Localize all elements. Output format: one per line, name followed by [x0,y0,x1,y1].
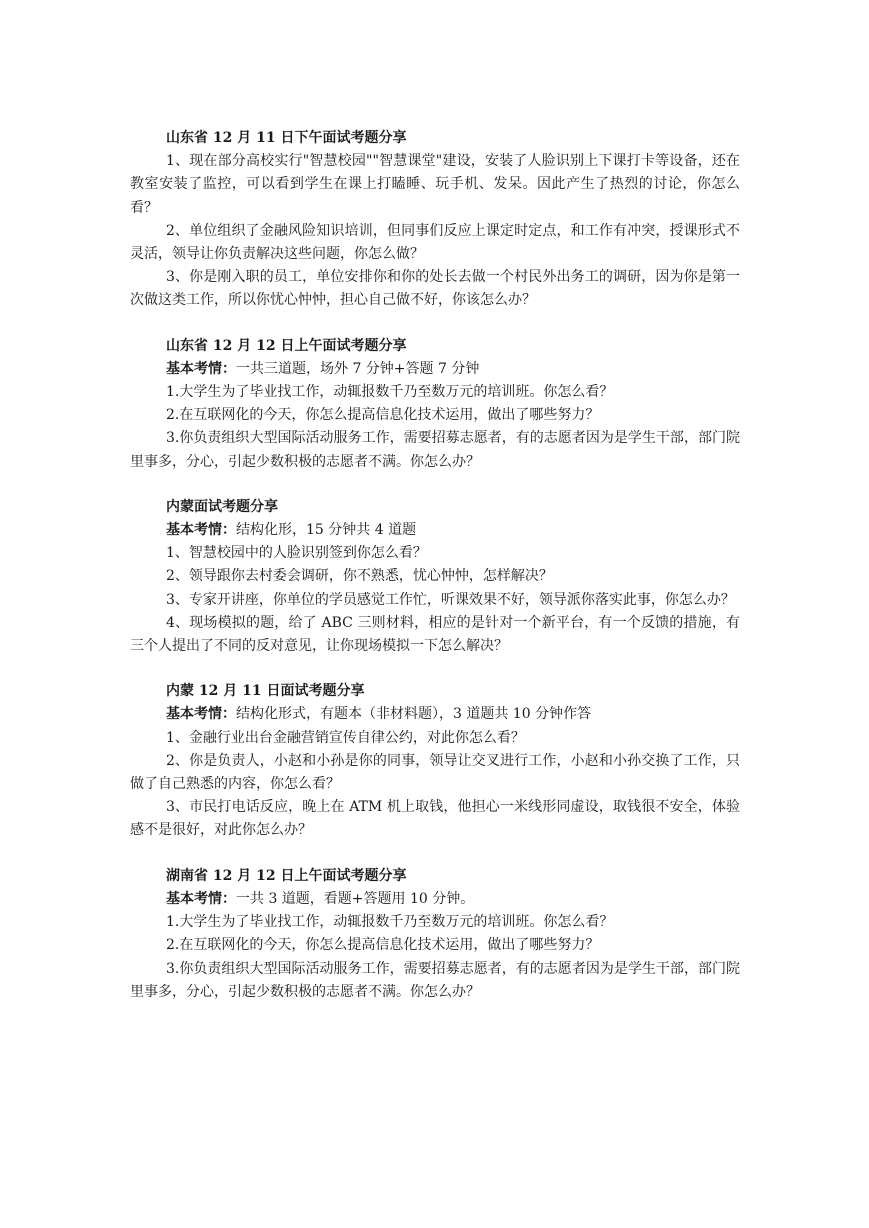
section-neimeng [130,496,740,658]
question: 1、现在部分高校实行"智慧校园""智慧课堂"建设，安装了人脸识别上下课打卡等设备，还在教室安装了监控，可以看到学生在课上打瞌睡、玩手机、发呆。因此产生了热烈的讨论，你怎么看？ [130,153,740,216]
section-title: 湖南省 12 月 12 日上午面试考题分享 [166,867,407,884]
question: 3.你负责组织大型国际活动服务工作，需要招募志愿者，有的志愿者因为是学生干部，部门院里事多，分心，引起少数积极的志愿者不满。你怎么办？ [130,960,740,1000]
question: 3、市民打电话反应，晚上在 ATM 机上取钱，他担心一米线形同虚设，取钱很不安全，体验感不是很好，对此你怎么办？ [130,799,740,839]
question: 4、现场模拟的题，给了 ABC 三则材料，相应的是针对一个新平台，有一个反馈的措施，有三个人提出了不同的反对意见，让你现场模拟一下怎么解决？ [130,614,740,655]
question: 2、你是负责人，小赵和小孙是你的同事，领导让交叉进行工作，小赵和小孙交换了工作，只做了自己熟悉的内容，你怎么看？ [130,752,740,793]
basic-info-text: 一共 3 道题，看题+答题用 10 分钟。 [236,890,475,907]
question: 1、智慧校园中的人脸识别签到你怎么看？ [166,545,427,562]
section-title: 山东省 12 月 12 日上午面试考题分享 [166,337,407,354]
question: 1.大学生为了毕业找工作，动辄报数千乃至数万元的培训班。你怎么看？ [166,914,614,931]
question: 3、你是刚入职的员工，单位安排你和你的处长去做一个村民外出务工的调研，因为你是第一次做这类工作，所以你忧心忡忡，担心自己做不好，你该怎么办？ [130,269,740,309]
section-title: 内蒙 12 月 11 日面试考题分享 [166,683,365,700]
basic-info-label: 基本考情： [166,360,236,377]
section-neimeng-1211 [130,680,740,842]
section-shandong-1211 [130,127,740,313]
question: 2、领导跟你去村委会调研，你不熟悉，忧心忡忡，怎样解决？ [166,568,553,585]
document-page [130,127,740,1026]
section-title: 内蒙面试考题分享 [166,498,278,515]
basic-info [130,519,740,542]
question: 2.在互联网化的今天，你怎么提高信息化技术运用，做出了哪些努力？ [166,407,600,424]
question: 3、专家开讲座，你单位的学员感觉工作忙，听课效果不好，领导派你落实此事，你怎么办？ [166,591,735,608]
basic-info-label: 基本考情： [166,890,236,907]
question: 1.大学生为了毕业找工作，动辄报数千乃至数万元的培训班。你怎么看？ [166,384,614,401]
question: 2.在互联网化的今天，你怎么提高信息化技术运用，做出了哪些努力？ [166,937,600,954]
basic-info [130,358,740,381]
question: 2、单位组织了金融风险知识培训，但同事们反应上课定时定点，和工作有冲突，授课形式不灵活，领导让你负责解决这些问题，你怎么做？ [130,222,740,263]
basic-info [130,888,740,911]
basic-info-text: 一共三道题，场外 7 分钟+答题 7 分钟 [236,360,480,377]
section-shandong-1212 [130,335,740,474]
basic-info-label: 基本考情： [166,706,236,723]
basic-info-label: 基本考情： [166,522,236,539]
question: 1、金融行业出台金融营销宣传自律公约，对此你怎么看？ [166,729,525,746]
section-hunan-1212 [130,865,740,1004]
basic-info-text: 结构化形式，有题本（非材料题），3 道题共 10 分钟作答 [236,706,592,723]
question: 3.你负责组织大型国际活动服务工作，需要招募志愿者，有的志愿者因为是学生干部，部门院里事多，分心，引起少数积极的志愿者不满。你怎么办？ [130,430,740,470]
basic-info-text: 结构化形，15 分钟共 4 道题 [236,522,417,539]
basic-info [130,703,740,726]
section-title: 山东省 12 月 11 日下午面试考题分享 [166,130,407,146]
